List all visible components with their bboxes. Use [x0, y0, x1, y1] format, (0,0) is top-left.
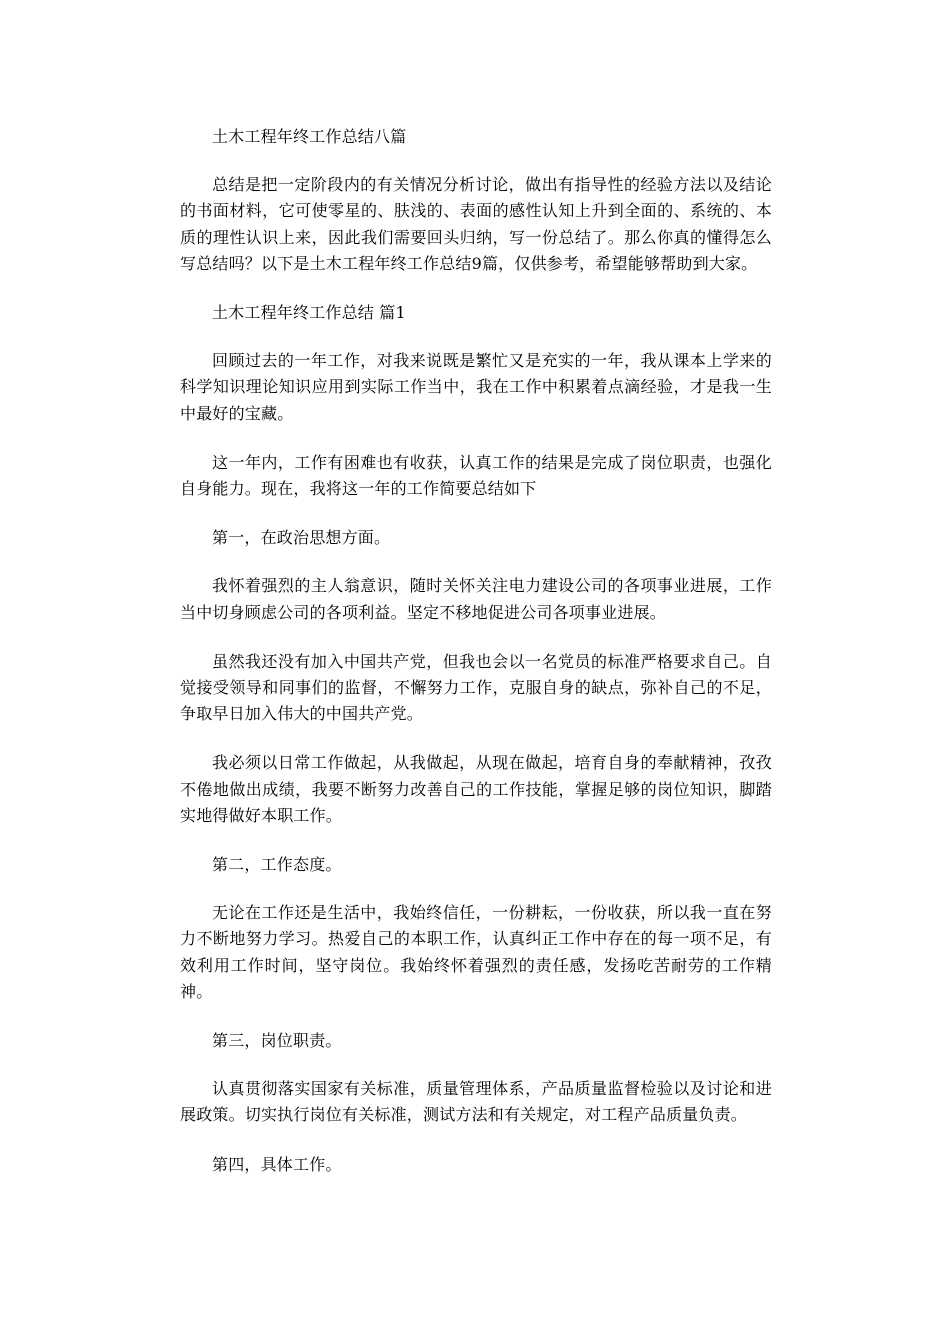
body-paragraph: 虽然我还没有加入中国共产党，但我也会以一名党员的标准严格要求自己。自觉接受领导和同事们的监督，不懈努力工作，克服自身的缺点，弥补自己的不足，争取早日加入伟大的中国共产党。: [180, 651, 772, 724]
body-paragraph: 回顾过去的一年工作，对我来说既是繁忙又是充实的一年，我从课本上学来的科学知识理论知识应用到实际工作当中，我在工作中积累着点滴经验，才是我一生中最好的宝藏。: [180, 351, 772, 423]
body-paragraph: 认真贯彻落实国家有关标准，质量管理体系，产品质量监督检验以及讨论和进展政策。切实执行岗位有关标准，测试方法和有关规定，对工程产品质量负责。: [180, 1079, 772, 1125]
subsection-heading: 第四，具体工作。: [212, 1154, 342, 1174]
body-paragraph: 我必须以日常工作做起，从我做起，从现在做起，培育自身的奉献精神，孜孜不倦地做出成绩，我要不断努力改善自己的工作技能，掌握足够的岗位知识，脚踏实地得做好本职工作。: [180, 753, 772, 825]
subsection-heading: 第二，工作态度。: [212, 855, 342, 875]
document-title: 土木工程年终工作总结八篇: [212, 127, 407, 146]
body-paragraph: 这一年内，工作有困难也有收获，认真工作的结果是完成了岗位职责，也强化自身能力。现在，我将这一年的工作简要总结如下: [180, 452, 772, 499]
subsection-heading: 第一，在政治思想方面。: [212, 528, 391, 548]
intro-paragraph: 总结是把一定阶段内的有关情况分析讨论，做出有指导性的经验方法以及结论的书面材料，它可使零星的、肤浅的、表面的感性认知上升到全面的、系统的、本质的理性认识上来，因此我们需要回头归纳，写一份总结了。那么你真的懂得怎么写总结吗？以下是土木工程年终工作总结9篇，仅供参考，希望能够帮助到大家。: [180, 175, 772, 273]
body-paragraph: 无论在工作还是生活中，我始终信任，一份耕耘，一份收获，所以我一直在努力不断地努力学习。热爱自己的本职工作，认真纠正工作中存在的每一项不足，有效利用工作时间，坚守岗位。我始终怀着强烈的责任感，发扬吃苦耐劳的工作精神。: [180, 903, 772, 1001]
section-heading: 土木工程年终工作总结 篇1: [212, 303, 406, 323]
subsection-heading: 第三，岗位职责。: [212, 1031, 342, 1051]
body-paragraph: 我怀着强烈的主人翁意识，随时关怀关注电力建设公司的各项事业进展，工作当中切身顾虑公司的各项利益。坚定不移地促进公司各项事业进展。: [180, 576, 772, 622]
document-page: [180, 124, 772, 1200]
